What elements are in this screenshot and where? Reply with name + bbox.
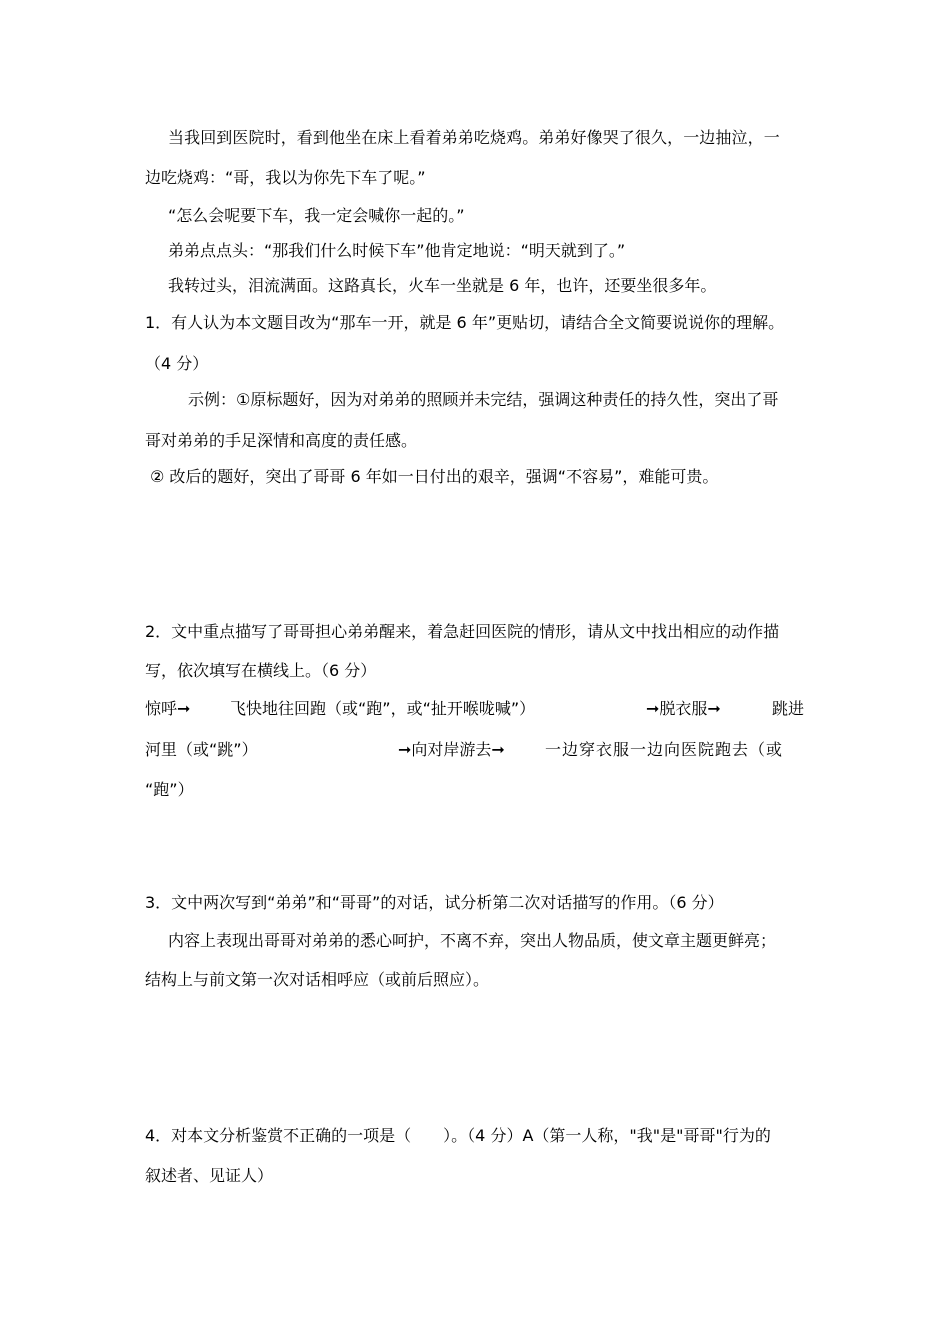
q3-answer-line-1: 内容上表现出哥哥对弟弟的悉心呵护，不离不弃，突出人物品质，使文章主题更鲜亮； — [168, 931, 777, 950]
q2-question-line-2: 写，依次填写在横线上。（6 分） — [145, 661, 377, 680]
q2-question-line-1: 2．文中重点描写了哥哥担心弟弟醒来，着急赶回医院的情形，请从文中找出相应的动作描 — [145, 622, 780, 641]
q1-answer-line-3: ② 改后的题好，突出了哥哥 6 年如一日付出的艰辛，强调“不容易”，难能可贵。 — [150, 467, 719, 486]
q4-question-line-2: 叙述者、见证人） — [145, 1166, 274, 1185]
passage-paragraph-2: “怎么会呢要下车，我一定会喊你一起的。” — [168, 206, 465, 225]
q2-answer-blank-2-part-2: 河里（或“跳”） — [145, 740, 258, 759]
q2-answer-blank-3-part-1: 一边穿衣服一边向医院跑去（或 — [545, 740, 784, 759]
q2-answer-start: 惊呼➞ — [145, 699, 191, 718]
passage-paragraph-3: 弟弟点点头：“那我们什么时候下车”他肯定地说：“明天就到了。” — [168, 241, 626, 260]
q3-answer-line-2: 结构上与前文第一次对话相呼应（或前后照应）。 — [145, 970, 490, 989]
q2-answer-blank-3-part-2: “跑”） — [145, 780, 194, 799]
q1-question-line-1: 1．有人认为本文题目改为“那车一开，就是 6 年”更贴切，请结合全文简要说说你的理解。 — [145, 313, 785, 332]
q2-answer-blank-2-part-1: 跳进 — [772, 699, 805, 718]
q1-answer-line-1: 示例：①原标题好，因为对弟弟的照顾并未完结，强调这种责任的持久性，突出了哥 — [188, 390, 779, 409]
passage-paragraph-4: 我转过头，泪流满面。这路真长，火车一坐就是 6 年，也许，还要坐很多年。 — [168, 276, 717, 295]
q4-question-line-1: 4．对本文分析鉴赏不正确的一项是（ ）。（4 分）A（第一人称，"我"是"哥哥"行为的 — [145, 1126, 771, 1145]
q2-answer-blank-1: 飞快地往回跑（或“跑”，或“扯开喉咙喊”） — [230, 699, 536, 718]
q2-answer-middle-1: ➞脱衣服➞ — [646, 699, 721, 718]
q2-answer-middle-2: ➞向对岸游去➞ — [398, 740, 505, 759]
q1-question-line-2: （4 分） — [145, 354, 209, 373]
passage-paragraph-1-line-1: 当我回到医院时，看到他坐在床上看着弟弟吃烧鸡。弟弟好像哭了很久，一边抽泣，一 — [168, 128, 780, 147]
passage-paragraph-1-line-2: 边吃烧鸡：“哥，我以为你先下车了呢。” — [145, 168, 426, 187]
q1-answer-line-2: 哥对弟弟的手足深情和高度的责任感。 — [145, 431, 418, 450]
q3-question: 3．文中两次写到“弟弟”和“哥哥”的对话，试分析第二次对话描写的作用。（6 分） — [145, 893, 724, 912]
